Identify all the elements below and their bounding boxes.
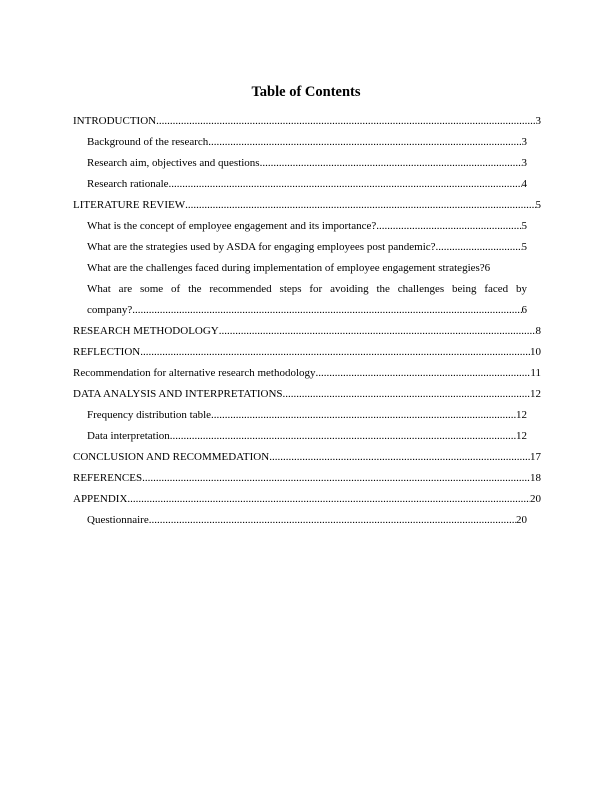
toc-page-number: 5 [535,199,541,211]
toc-page-number: 5 [521,220,527,232]
dot-leader [316,367,531,380]
toc-entry-label: What are the strategies used by ASDA for engaging employees post pandemic? [87,241,436,253]
toc-page-number: 11 [530,367,541,379]
toc-entry-label: Frequency distribution table [87,409,212,421]
dot-leader [219,325,536,338]
toc-entry-research-methodology[interactable] [73,323,541,344]
dot-leader [127,493,530,506]
toc-entry-recommended-steps-line1[interactable]: What are some of the recommended steps for avoiding the challenges being faced by [87,283,527,295]
toc-page-number: 17 [530,451,541,463]
dot-leader [170,430,516,443]
toc-page-number: 18 [530,472,541,484]
toc-entry-background[interactable] [73,134,527,155]
toc-entry-label: INTRODUCTION [73,115,157,127]
dot-leader [376,220,521,233]
toc-page-number: 4 [521,178,527,190]
dot-leader [149,514,516,527]
toc-page-number: 12 [530,388,541,400]
toc-entry-recommended-steps[interactable] [73,302,527,323]
dot-leader [142,472,530,485]
toc-entry-label: What are the challenges faced during implementation of employee engagement strategies? [87,262,485,274]
toc-entry-data-analysis[interactable] [73,386,541,407]
toc-entry-label: Background of the research [87,136,209,148]
toc-page-number: 20 [516,514,527,526]
toc-entry-label: RESEARCH METHODOLOGY [73,325,219,337]
toc-page-number: 20 [530,493,541,505]
table-of-contents [73,113,541,533]
toc-entry-label: company? [87,304,133,316]
toc-page-number: 12 [516,409,527,421]
toc-entry-label: CONCLUSION AND RECOMMEDATION [73,451,270,463]
toc-entry-label: Data interpretation [87,430,170,442]
dot-leader [208,136,521,149]
toc-entry-challenges[interactable] [73,260,527,281]
toc-entry-research-aim[interactable] [73,155,527,176]
toc-entry-frequency-table[interactable] [73,407,527,428]
toc-page-number: 3 [535,115,541,127]
toc-entry-introduction[interactable] [73,113,541,134]
toc-entry-appendix[interactable] [73,491,541,512]
toc-entry-label: What is the concept of employee engagement and its importance? [87,220,377,232]
toc-entry-label: APPENDIX [73,493,128,505]
toc-entry-label: DATA ANALYSIS AND INTERPRETATIONS [73,388,283,400]
toc-entry-concept-engagement[interactable] [73,218,527,239]
dot-leader [132,304,521,317]
toc-page-number: 3 [521,136,527,148]
dot-leader [156,115,535,128]
toc-entry-data-interpretation[interactable] [73,428,527,449]
toc-entry-research-rationale[interactable] [73,176,527,197]
toc-entry-label: Research rationale [87,178,169,190]
dot-leader [269,451,530,464]
toc-page-number: 6 [484,262,491,274]
toc-entry-label: Questionnaire [87,514,149,526]
dot-leader [211,409,516,422]
toc-entry-questionnaire[interactable] [73,512,527,533]
dot-leader [169,178,522,191]
toc-entry-reflection[interactable] [73,344,541,365]
dot-leader [436,241,522,254]
dot-leader [140,346,530,359]
dot-leader [260,157,522,170]
toc-entry-label: Recommendation for alternative research methodology [73,367,316,379]
toc-entry-asda-strategies[interactable] [73,239,527,260]
toc-entry-alternative-methodology[interactable] [73,365,541,386]
toc-entry-label: LITERATURE REVIEW [73,199,186,211]
page-title: Table of Contents [251,84,361,100]
toc-page-number: 12 [516,430,527,442]
toc-page-number: 3 [521,157,527,169]
toc-page-number: 8 [535,325,541,337]
dot-leader [283,388,530,401]
toc-page-number: 6 [521,304,527,316]
dot-leader [185,199,535,212]
toc-page-number: 10 [530,346,541,358]
toc-entry-conclusion[interactable] [73,449,541,470]
toc-entry-label: REFERENCES [73,472,143,484]
toc-entry-label: Research aim, objectives and questions [87,157,260,169]
toc-entry-references[interactable] [73,470,541,491]
toc-entry-label: REFLECTION [73,346,141,358]
toc-entry-literature-review[interactable] [73,197,541,218]
toc-page-number: 5 [521,241,527,253]
